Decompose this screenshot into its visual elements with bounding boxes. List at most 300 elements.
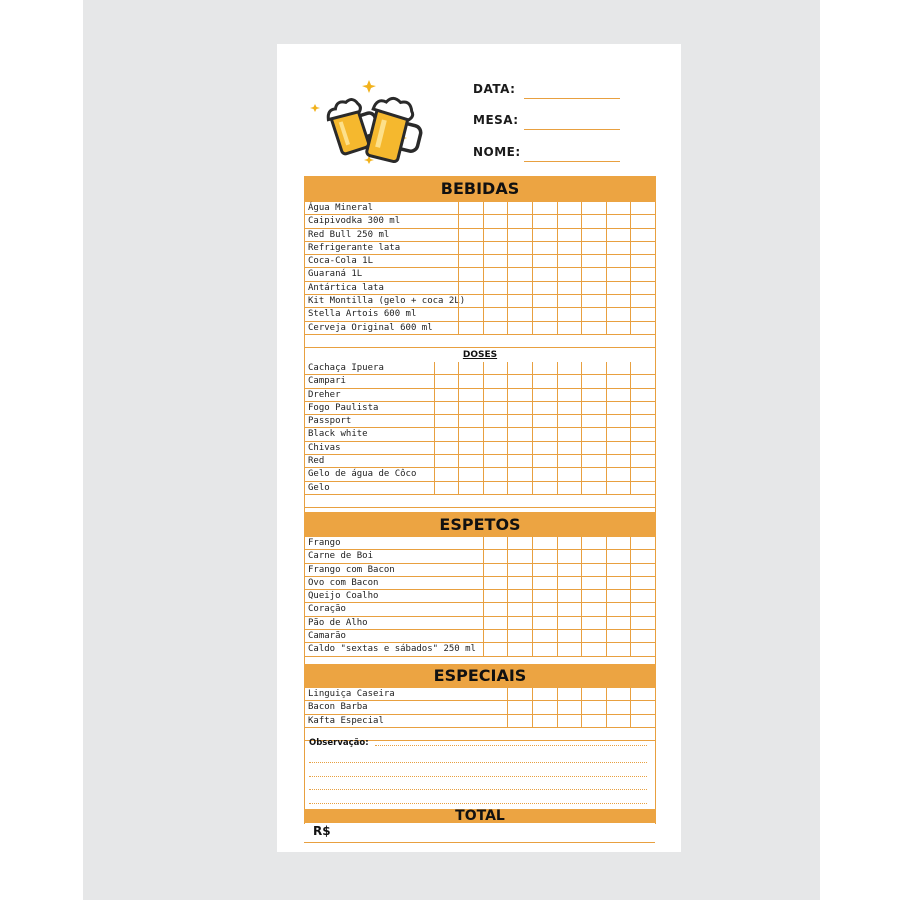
tally-cell[interactable]: [532, 362, 557, 374]
tally-cell[interactable]: [458, 202, 483, 214]
tally-cell[interactable]: [532, 603, 557, 615]
tally-cell[interactable]: [483, 295, 508, 307]
tally-cell[interactable]: [483, 564, 508, 576]
bebidas-item-label: Caipivodka 300 ml: [308, 216, 401, 227]
tally-cell[interactable]: [630, 268, 655, 280]
tally-cell[interactable]: [630, 630, 655, 642]
tally-cell[interactable]: [532, 455, 557, 467]
tally-cell[interactable]: [532, 428, 557, 440]
tally-cell[interactable]: [507, 402, 532, 414]
tally-cell[interactable]: [507, 428, 532, 440]
tally-cell[interactable]: [458, 308, 483, 320]
tally-cell[interactable]: [483, 415, 508, 427]
tally-cell[interactable]: [532, 282, 557, 294]
tally-cell[interactable]: [483, 389, 508, 401]
tally-cell[interactable]: [507, 468, 532, 480]
tally-cell[interactable]: [581, 255, 606, 267]
tally-cell[interactable]: [483, 455, 508, 467]
tally-cell[interactable]: [507, 701, 532, 713]
tally-cell[interactable]: [532, 482, 557, 494]
tally-cell[interactable]: [557, 617, 582, 629]
tally-cell[interactable]: [557, 550, 582, 562]
observation-line[interactable]: [309, 776, 647, 777]
tally-cell[interactable]: [606, 715, 631, 727]
bebidas-item-label: Refrigerante lata: [308, 242, 401, 253]
tally-cell[interactable]: [557, 308, 582, 320]
tally-cell[interactable]: [483, 308, 508, 320]
tally-cell[interactable]: [581, 282, 606, 294]
tally-cell[interactable]: [630, 701, 655, 713]
tally-cell[interactable]: [581, 375, 606, 387]
tally-cell[interactable]: [507, 255, 532, 267]
tally-cell[interactable]: [507, 482, 532, 494]
doses-list: [305, 362, 655, 508]
tally-cell[interactable]: [581, 482, 606, 494]
tally-cell[interactable]: [507, 215, 532, 227]
tally-cell[interactable]: [606, 630, 631, 642]
tally-cell[interactable]: [557, 455, 582, 467]
doses-item-label: Cachaça Ipuera: [308, 363, 384, 373]
tally-cell[interactable]: [581, 308, 606, 320]
date-field[interactable]: [473, 82, 623, 102]
tally-cell[interactable]: [630, 282, 655, 294]
tally-cell[interactable]: [606, 402, 631, 414]
tally-cell[interactable]: [630, 537, 655, 549]
tally-cell[interactable]: [532, 590, 557, 602]
table-line[interactable]: [524, 129, 620, 130]
tally-cell[interactable]: [630, 322, 655, 334]
doses-row: [305, 468, 655, 481]
tally-cell[interactable]: [434, 442, 459, 454]
tally-cell[interactable]: [532, 308, 557, 320]
tally-cell[interactable]: [483, 229, 508, 241]
tally-cell[interactable]: [532, 564, 557, 576]
tally-cell[interactable]: [606, 375, 631, 387]
tally-cell[interactable]: [581, 455, 606, 467]
tally-cell[interactable]: [458, 482, 483, 494]
tally-cell[interactable]: [507, 550, 532, 562]
tally-cell[interactable]: [557, 295, 582, 307]
tally-cell[interactable]: [507, 282, 532, 294]
tally-cell[interactable]: [630, 577, 655, 589]
tally-cell[interactable]: [630, 617, 655, 629]
tally-cell[interactable]: [532, 255, 557, 267]
tally-cell[interactable]: [434, 389, 459, 401]
tally-cell[interactable]: [630, 442, 655, 454]
tally-cell[interactable]: [483, 577, 508, 589]
tally-cell[interactable]: [606, 255, 631, 267]
tally-cell[interactable]: [557, 268, 582, 280]
tally-cell[interactable]: [557, 590, 582, 602]
espetos-row: [305, 643, 655, 656]
tally-cell[interactable]: [458, 295, 483, 307]
espetos-row: [305, 590, 655, 603]
tally-cell[interactable]: [532, 389, 557, 401]
tally-cell[interactable]: [630, 590, 655, 602]
tally-cell[interactable]: [507, 564, 532, 576]
tally-cell[interactable]: [630, 564, 655, 576]
tally-cell[interactable]: [606, 389, 631, 401]
tally-cell[interactable]: [507, 268, 532, 280]
tally-cell[interactable]: [557, 701, 582, 713]
tally-cell[interactable]: [630, 482, 655, 494]
tally-cell[interactable]: [483, 590, 508, 602]
observation-line[interactable]: [375, 745, 647, 746]
tally-cell[interactable]: [532, 617, 557, 629]
tally-cell[interactable]: [557, 603, 582, 615]
tally-cell[interactable]: [581, 603, 606, 615]
tally-cell[interactable]: [581, 389, 606, 401]
doses-item-label: Campari: [308, 376, 346, 387]
tally-cell[interactable]: [507, 630, 532, 642]
tally-grid: [483, 564, 655, 576]
tally-cell[interactable]: [557, 242, 582, 254]
tally-cell[interactable]: [557, 215, 582, 227]
tally-cell[interactable]: [532, 268, 557, 280]
tally-cell[interactable]: [458, 322, 483, 334]
tally-cell[interactable]: [557, 577, 582, 589]
tally-cell[interactable]: [458, 442, 483, 454]
tally-cell[interactable]: [483, 537, 508, 549]
observation-line[interactable]: [309, 762, 647, 763]
tally-cell[interactable]: [483, 322, 508, 334]
tally-cell[interactable]: [532, 643, 557, 655]
tally-cell[interactable]: [581, 268, 606, 280]
tally-cell[interactable]: [458, 268, 483, 280]
tally-cell[interactable]: [581, 442, 606, 454]
tally-cell[interactable]: [507, 537, 532, 549]
tally-cell[interactable]: [581, 550, 606, 562]
tally-cell[interactable]: [458, 468, 483, 480]
tally-cell[interactable]: [434, 468, 459, 480]
bebidas-row: [305, 229, 655, 242]
tally-cell[interactable]: [532, 295, 557, 307]
tally-cell[interactable]: [507, 229, 532, 241]
tally-cell[interactable]: [630, 455, 655, 467]
tally-cell[interactable]: [434, 455, 459, 467]
tally-cell[interactable]: [557, 442, 582, 454]
tally-cell[interactable]: [581, 537, 606, 549]
tally-cell[interactable]: [557, 375, 582, 387]
tally-cell[interactable]: [557, 255, 582, 267]
tally-cell[interactable]: [581, 630, 606, 642]
tally-cell[interactable]: [483, 428, 508, 440]
tally-grid: [507, 715, 655, 727]
tally-cell[interactable]: [606, 362, 631, 374]
tally-cell[interactable]: [532, 715, 557, 727]
espetos-item-label: Caldo "sextas e sábados" 250 ml: [308, 644, 476, 655]
tally-cell[interactable]: [434, 415, 459, 427]
tally-cell[interactable]: [581, 643, 606, 655]
tally-cell[interactable]: [630, 295, 655, 307]
tally-grid: [458, 255, 655, 267]
tally-cell[interactable]: [557, 564, 582, 576]
tally-cell[interactable]: [507, 577, 532, 589]
tally-cell[interactable]: [532, 229, 557, 241]
tally-cell[interactable]: [581, 428, 606, 440]
tally-cell[interactable]: [606, 537, 631, 549]
tally-cell[interactable]: [581, 402, 606, 414]
tally-cell[interactable]: [557, 362, 582, 374]
tally-cell[interactable]: [581, 295, 606, 307]
tally-cell[interactable]: [581, 564, 606, 576]
tally-cell[interactable]: [483, 362, 508, 374]
tally-cell[interactable]: [557, 202, 582, 214]
tally-cell[interactable]: [581, 715, 606, 727]
tally-cell[interactable]: [606, 215, 631, 227]
tally-cell[interactable]: [606, 643, 631, 655]
tally-cell[interactable]: [630, 603, 655, 615]
doses-item-label: Gelo de água de Côco: [308, 469, 417, 480]
tally-cell[interactable]: [458, 375, 483, 387]
tally-cell[interactable]: [532, 630, 557, 642]
tally-cell[interactable]: [630, 402, 655, 414]
tally-cell[interactable]: [581, 617, 606, 629]
tally-grid: [458, 322, 655, 334]
tally-cell[interactable]: [532, 375, 557, 387]
tally-cell[interactable]: [581, 590, 606, 602]
tally-cell[interactable]: [606, 415, 631, 427]
tally-cell[interactable]: [606, 268, 631, 280]
tally-cell[interactable]: [630, 428, 655, 440]
tally-grid: [483, 550, 655, 562]
tally-cell[interactable]: [630, 308, 655, 320]
tally-cell[interactable]: [458, 229, 483, 241]
tally-cell[interactable]: [458, 415, 483, 427]
tally-cell[interactable]: [557, 402, 582, 414]
tally-cell[interactable]: [581, 202, 606, 214]
observation-line[interactable]: [309, 789, 647, 790]
tally-cell[interactable]: [606, 603, 631, 615]
tally-cell[interactable]: [581, 415, 606, 427]
tally-grid: [434, 389, 655, 401]
tally-cell[interactable]: [630, 715, 655, 727]
espetos-header: ESPETOS: [304, 512, 656, 537]
tally-cell[interactable]: [507, 715, 532, 727]
tally-grid: [434, 455, 655, 467]
tally-cell[interactable]: [630, 202, 655, 214]
tally-cell[interactable]: [507, 375, 532, 387]
tally-cell[interactable]: [606, 308, 631, 320]
tally-cell[interactable]: [630, 375, 655, 387]
tally-cell[interactable]: [557, 643, 582, 655]
tally-cell[interactable]: [483, 202, 508, 214]
observation-line[interactable]: [309, 803, 647, 804]
tally-cell[interactable]: [458, 215, 483, 227]
tally-cell[interactable]: [458, 428, 483, 440]
tally-cell[interactable]: [606, 442, 631, 454]
tally-cell[interactable]: [557, 468, 582, 480]
bebidas-row: [305, 282, 655, 295]
tally-cell[interactable]: [557, 715, 582, 727]
tally-cell[interactable]: [630, 468, 655, 480]
tally-cell[interactable]: [630, 215, 655, 227]
tally-cell[interactable]: [458, 389, 483, 401]
tally-cell[interactable]: [483, 603, 508, 615]
tally-cell[interactable]: [507, 415, 532, 427]
tally-cell[interactable]: [606, 617, 631, 629]
tally-cell[interactable]: [532, 550, 557, 562]
tally-cell[interactable]: [507, 590, 532, 602]
tally-cell[interactable]: [507, 643, 532, 655]
tally-cell[interactable]: [458, 255, 483, 267]
especiais-item-label: Linguiça Caseira: [308, 689, 395, 699]
tally-cell[interactable]: [557, 229, 582, 241]
bebidas-item-label: Kit Montilla (gelo + coca 2L): [308, 296, 466, 307]
tally-grid: [434, 362, 655, 374]
tally-cell[interactable]: [483, 482, 508, 494]
tally-cell[interactable]: [532, 215, 557, 227]
espetos-item-label: Coração: [308, 604, 346, 615]
tally-cell[interactable]: [557, 428, 582, 440]
tally-cell[interactable]: [581, 215, 606, 227]
tally-cell[interactable]: [630, 643, 655, 655]
tally-cell[interactable]: [483, 630, 508, 642]
tally-cell[interactable]: [630, 242, 655, 254]
tally-cell[interactable]: [507, 688, 532, 700]
tally-grid: [434, 468, 655, 480]
tally-cell[interactable]: [483, 550, 508, 562]
total-line: [304, 842, 655, 843]
tally-cell[interactable]: [557, 282, 582, 294]
tally-cell[interactable]: [507, 202, 532, 214]
tally-cell[interactable]: [483, 242, 508, 254]
tally-cell[interactable]: [581, 229, 606, 241]
tally-cell[interactable]: [606, 428, 631, 440]
tally-cell[interactable]: [606, 701, 631, 713]
doses-row: [305, 428, 655, 441]
tally-cell[interactable]: [557, 630, 582, 642]
tally-cell[interactable]: [606, 322, 631, 334]
tally-cell[interactable]: [483, 468, 508, 480]
tally-cell[interactable]: [630, 415, 655, 427]
tally-cell[interactable]: [606, 577, 631, 589]
tally-cell[interactable]: [532, 402, 557, 414]
tally-cell[interactable]: [630, 550, 655, 562]
tally-cell[interactable]: [606, 482, 631, 494]
tally-cell[interactable]: [532, 322, 557, 334]
tally-cell[interactable]: [606, 550, 631, 562]
tally-cell[interactable]: [581, 577, 606, 589]
tally-cell[interactable]: [507, 389, 532, 401]
tally-cell[interactable]: [434, 402, 459, 414]
tally-cell[interactable]: [630, 362, 655, 374]
tally-cell[interactable]: [507, 295, 532, 307]
tally-cell[interactable]: [557, 389, 582, 401]
tally-cell[interactable]: [532, 537, 557, 549]
date-line[interactable]: [524, 98, 620, 99]
name-line[interactable]: [524, 161, 620, 162]
total-currency: R$: [313, 824, 331, 838]
tally-cell[interactable]: [557, 537, 582, 549]
tally-grid: [458, 202, 655, 214]
tally-cell[interactable]: [606, 282, 631, 294]
espetos-item-label: Carne de Boi: [308, 551, 374, 562]
tally-cell[interactable]: [532, 577, 557, 589]
tally-cell[interactable]: [606, 590, 631, 602]
tally-cell[interactable]: [532, 442, 557, 454]
tally-cell[interactable]: [483, 255, 508, 267]
tally-cell[interactable]: [507, 442, 532, 454]
tally-cell[interactable]: [606, 564, 631, 576]
doses-item-label: Chivas: [308, 442, 341, 453]
tally-cell[interactable]: [630, 255, 655, 267]
tally-cell[interactable]: [507, 308, 532, 320]
tally-cell[interactable]: [581, 701, 606, 713]
tally-cell[interactable]: [458, 455, 483, 467]
tally-cell[interactable]: [483, 617, 508, 629]
tally-cell[interactable]: [630, 688, 655, 700]
tally-cell[interactable]: [507, 242, 532, 254]
table-label: MESA:: [473, 113, 519, 127]
tally-cell[interactable]: [458, 282, 483, 294]
tally-grid: [483, 577, 655, 589]
tally-cell[interactable]: [581, 362, 606, 374]
tally-cell[interactable]: [581, 688, 606, 700]
tally-cell[interactable]: [532, 415, 557, 427]
tally-cell[interactable]: [434, 428, 459, 440]
tally-cell[interactable]: [606, 688, 631, 700]
tally-cell[interactable]: [532, 688, 557, 700]
tally-cell[interactable]: [507, 322, 532, 334]
tally-grid: [458, 308, 655, 320]
tally-cell[interactable]: [557, 322, 582, 334]
tally-cell[interactable]: [557, 415, 582, 427]
tally-cell[interactable]: [507, 362, 532, 374]
tally-cell[interactable]: [458, 402, 483, 414]
bebidas-item-label: Coca-Cola 1L: [308, 256, 374, 267]
tally-cell[interactable]: [483, 375, 508, 387]
tally-cell[interactable]: [434, 362, 459, 374]
tally-cell[interactable]: [532, 701, 557, 713]
tally-cell[interactable]: [483, 643, 508, 655]
tally-cell[interactable]: [557, 688, 582, 700]
tally-cell[interactable]: [434, 375, 459, 387]
tally-cell[interactable]: [581, 468, 606, 480]
espetos-item-label: Camarão: [308, 631, 346, 642]
tally-cell[interactable]: [630, 389, 655, 401]
tally-cell[interactable]: [532, 202, 557, 214]
tally-cell[interactable]: [606, 295, 631, 307]
tally-cell[interactable]: [483, 442, 508, 454]
especiais-item-label: Bacon Barba: [308, 702, 368, 713]
tally-cell[interactable]: [458, 362, 483, 374]
tally-cell[interactable]: [557, 482, 582, 494]
tally-cell[interactable]: [532, 242, 557, 254]
tally-cell[interactable]: [606, 242, 631, 254]
tally-cell[interactable]: [606, 202, 631, 214]
tally-cell[interactable]: [606, 468, 631, 480]
name-field[interactable]: [473, 145, 623, 165]
tally-cell[interactable]: [581, 242, 606, 254]
tally-cell[interactable]: [458, 242, 483, 254]
tally-cell[interactable]: [606, 229, 631, 241]
tally-cell[interactable]: [507, 455, 532, 467]
tally-cell[interactable]: [507, 617, 532, 629]
tally-cell[interactable]: [630, 229, 655, 241]
name-label: NOME:: [473, 145, 521, 159]
table-field[interactable]: [473, 113, 623, 133]
tally-cell[interactable]: [532, 468, 557, 480]
tally-cell[interactable]: [507, 603, 532, 615]
tally-cell[interactable]: [581, 322, 606, 334]
tally-cell[interactable]: [434, 482, 459, 494]
tally-cell[interactable]: [483, 402, 508, 414]
tally-cell[interactable]: [483, 215, 508, 227]
tally-cell[interactable]: [606, 455, 631, 467]
tally-cell[interactable]: [483, 282, 508, 294]
tally-cell[interactable]: [483, 268, 508, 280]
